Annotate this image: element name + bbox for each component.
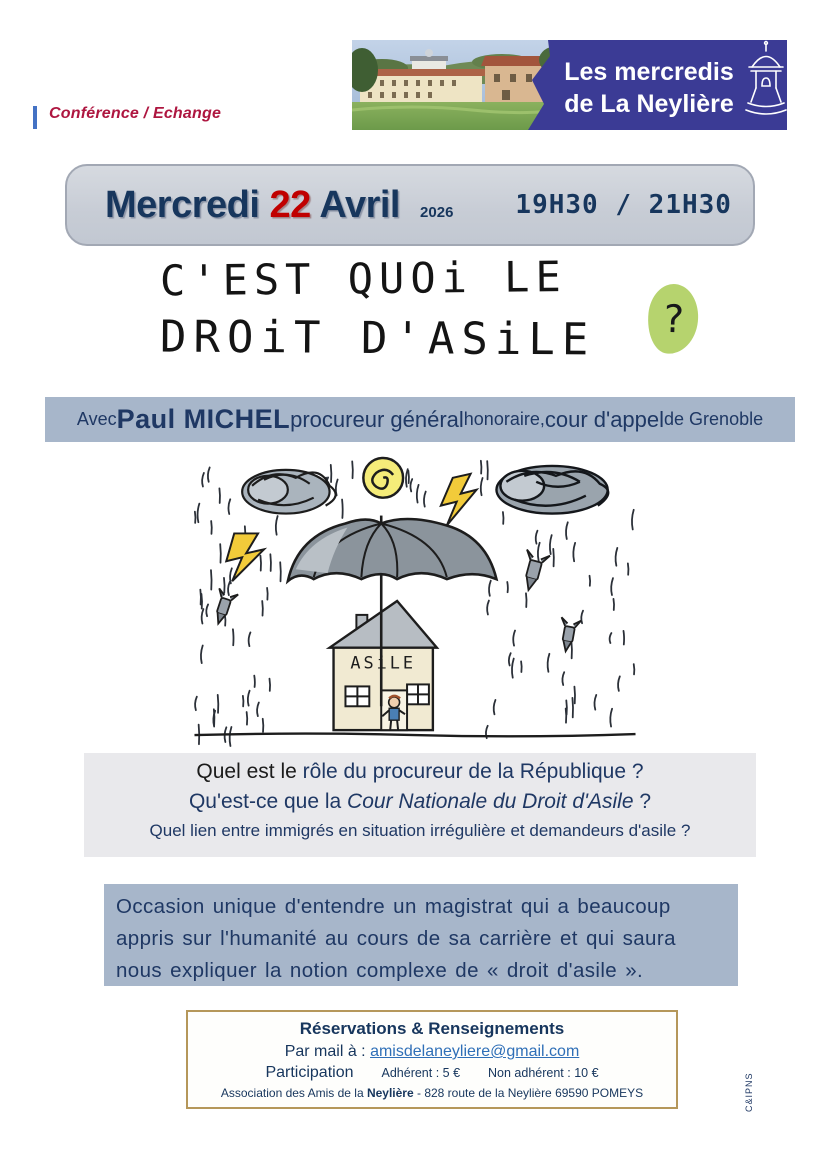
date-day-number: 22	[269, 183, 311, 226]
question-2-court-name: Cour Nationale du Droit d'Asile	[347, 790, 634, 813]
speaker-prefix: Avec	[76, 409, 117, 429]
neyliere-photo-banner	[352, 40, 787, 130]
sun-icon	[363, 458, 403, 498]
print-note: C&IPNS	[744, 1072, 754, 1112]
reservation-mail-line	[188, 1043, 676, 1061]
reservation-box	[186, 1010, 678, 1109]
question-2-tail: ?	[633, 790, 652, 813]
category-label: Conférence / Echange	[49, 105, 222, 122]
question-2-lead: Qu'est-ce que la	[188, 790, 348, 813]
question-2	[84, 790, 756, 814]
reservation-title: Réservations & Renseignements	[299, 1019, 565, 1038]
asylum-illustration	[185, 450, 645, 748]
pitch-line3: nous expliquer la notion complexe de « droit d'asile ».	[116, 959, 644, 982]
category-accent-bar	[33, 106, 37, 129]
speaker-name: Paul MICHEL	[116, 404, 291, 434]
time-separator: /	[615, 190, 633, 220]
date-month: Avril	[319, 183, 400, 226]
event-date	[105, 184, 453, 227]
association-line	[188, 1086, 676, 1100]
mail-label: Par mail à :	[284, 1043, 371, 1060]
question-1-main: rôle du procureur de la République ?	[302, 760, 644, 783]
pitch-line1: Occasion unique d'entendre un magistrat qui a beaucoup	[116, 895, 671, 918]
header-title-line1: Les mercredis	[564, 58, 734, 86]
question-mark: ?	[660, 296, 686, 342]
date-banner	[65, 164, 755, 246]
event-time	[515, 190, 732, 220]
association-prefix: Association des Amis de la	[220, 1086, 367, 1100]
date-year: 2026	[420, 203, 454, 221]
date-day: Mercredi	[105, 183, 260, 226]
pitch-line2: appris sur l'humanité au cours de sa carrière et qui saura	[116, 927, 676, 950]
pitch-box	[104, 884, 738, 986]
header-title-line2: de La Neylière	[564, 90, 734, 118]
speaker-banner	[45, 397, 795, 442]
asylum-house	[330, 601, 437, 730]
speaker-court: cour d'appel	[544, 406, 665, 432]
participation-line	[188, 1064, 676, 1082]
email-link[interactable]: amisdelaneyliere@gmail.com	[370, 1043, 580, 1060]
participation-label: Participation	[265, 1064, 354, 1081]
question-3: Quel lien entre immigrés en situation irrégulière et demandeurs d'asile ?	[149, 821, 691, 840]
member-price: Adhérent : 5 €	[381, 1066, 461, 1080]
header-banner	[352, 40, 787, 130]
speaker-role: procureur général	[290, 406, 464, 432]
question-1	[84, 760, 756, 784]
main-title	[160, 254, 595, 364]
lightning-top-icon	[441, 474, 477, 526]
title-line2: DROiT D'ASiLE	[159, 311, 596, 366]
cloud-right-icon	[496, 466, 608, 514]
speaker-city: de Grenoble	[664, 409, 764, 429]
time-end: 21H30	[648, 190, 732, 220]
speaker-role-suffix: honoraire,	[463, 409, 545, 429]
association-address: - 828 route de la Neylière 69590 POMEYS	[413, 1086, 644, 1100]
time-start: 19H30	[515, 190, 599, 220]
cloud-left-icon	[242, 470, 335, 514]
title-line1: C'EST QUOi LE	[159, 252, 567, 306]
questions-block	[84, 753, 756, 857]
question-1-lead: Quel est le	[196, 760, 303, 783]
question-mark-blob	[644, 282, 701, 357]
non-member-price: Non adhérent : 10 €	[488, 1066, 599, 1080]
house-label: ASiLE	[350, 652, 417, 673]
lightning-left-icon	[226, 533, 264, 581]
association-name: Neylière	[366, 1086, 414, 1100]
